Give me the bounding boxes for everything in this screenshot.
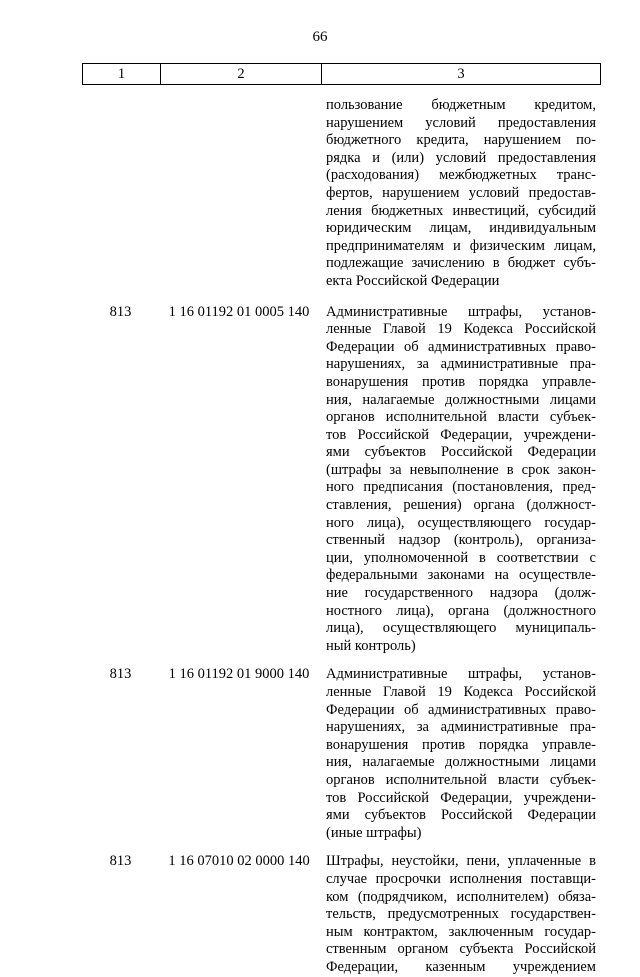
description-line: Федерации об административных право- <box>326 338 596 355</box>
column-header-table <box>82 63 601 85</box>
table-row <box>0 666 640 842</box>
income-description-cell <box>326 666 596 842</box>
description-line: бюджетного кредита, нарушением по- <box>326 132 596 149</box>
description-line: ния, налагаемые должностными лицами <box>326 754 596 771</box>
description-line: нарушениях, за административные пра- <box>326 719 596 736</box>
description-line: ного лица), осуществляющего государ- <box>326 514 596 531</box>
description-line: ным контрактом, заключенным государ- <box>326 923 596 940</box>
description-line: ями субъектов Российской Федерации <box>326 444 596 461</box>
income-description-cell <box>326 853 596 976</box>
income-description-cell <box>326 304 596 656</box>
administrator-code-cell: 813 <box>109 303 132 320</box>
table-row <box>0 304 640 656</box>
column-header-1: 1 <box>83 64 161 85</box>
description-line: нарушением условий предоставления <box>326 114 596 131</box>
description-line: предпринимателям и физическим лицам, <box>326 237 596 254</box>
administrator-code-cell: 813 <box>109 853 132 870</box>
administrator-code-cell: 813 <box>109 666 132 683</box>
description-line: Федерации об административных право- <box>326 701 596 718</box>
description-line: ления бюджетных инвестиций, субсидий <box>326 202 596 219</box>
description-line: ного предписания (постановления, пред- <box>326 479 596 496</box>
description-line: Федерации, казенным учреждением <box>326 958 596 975</box>
description-line: лица), осуществляющего муниципаль- <box>326 620 596 637</box>
description-line: вонарушения против порядка управле- <box>326 373 596 390</box>
description-line: рядка и (или) условий предоставления <box>326 149 596 166</box>
description-line: вонарушения против порядка управле- <box>326 736 596 753</box>
description-line: нарушениях, за административные пра- <box>326 356 596 373</box>
description-line: тов Российской Федерации, учреждени- <box>326 426 596 443</box>
description-line: ленные Главой 19 Кодекса Российской <box>326 321 596 338</box>
description-line: тов Российской Федерации, учреждени- <box>326 789 596 806</box>
description-line: тельств, предусмотренных государствен- <box>326 906 596 923</box>
description-line: ленные Главой 19 Кодекса Российской <box>326 684 596 700</box>
description-line: ный контроль) <box>326 637 416 654</box>
description-line: ния, налагаемые должностными лицами <box>326 391 596 408</box>
description-line: ние государственного надзора (долж- <box>326 585 596 602</box>
column-header-2: 2 <box>161 64 322 85</box>
description-line: органов исполнительной власти субъек- <box>326 409 596 426</box>
description-line: пользование бюджетным кредитом, <box>326 97 596 113</box>
description-line: (иные штрафы) <box>326 824 422 841</box>
description-line: фертов, нарушением условий предостав- <box>326 184 596 201</box>
budget-classification-code-cell: 1 16 07010 02 0000 140 <box>168 853 310 870</box>
description-line: случае просрочки исполнения поставщи- <box>326 870 596 887</box>
description-line: ции, уполномоченной в соответствии с <box>326 549 596 566</box>
page-number: 66 <box>312 29 328 45</box>
description-line: ственный надзор (контроль), организа- <box>326 532 596 549</box>
description-line: Административные штрафы, установ- <box>326 666 596 683</box>
description-line: Административные штрафы, установ- <box>326 303 596 320</box>
description-line: екта Российской Федерации <box>326 272 500 289</box>
description-line: юридическим лицам, индивидуальным <box>326 220 596 237</box>
column-header-row <box>83 64 601 85</box>
description-line: федеральными законами на осуществле- <box>326 567 596 584</box>
income-description-cell <box>326 97 596 291</box>
description-line: подлежащие зачислению в бюджет субъ- <box>326 255 596 272</box>
table-body <box>0 86 640 977</box>
description-line: ставления, решения) органа (должност- <box>326 497 596 514</box>
description-line: ностного лица), органа (должностного <box>326 602 596 619</box>
description-line: ком (подрядчиком, исполнителем) обяза- <box>326 888 596 905</box>
description-line: ственным органом субъекта Российской <box>326 941 596 958</box>
column-header-3: 3 <box>322 64 601 85</box>
table-row <box>0 97 640 291</box>
description-line: органов исполнительной власти субъек- <box>326 771 596 788</box>
description-line: Штрафы, неустойки, пени, уплаченные в <box>326 853 596 870</box>
budget-classification-code-cell: 1 16 01192 01 0005 140 <box>168 303 310 320</box>
description-line: (расходования) межбюджетных транс- <box>326 167 596 184</box>
description-line: ями субъектов Российской Федерации <box>326 807 596 824</box>
description-line: (штрафы за невыполнение в срок закон- <box>326 461 596 478</box>
budget-classification-code-cell: 1 16 01192 01 9000 140 <box>168 666 310 683</box>
table-row <box>0 853 640 976</box>
